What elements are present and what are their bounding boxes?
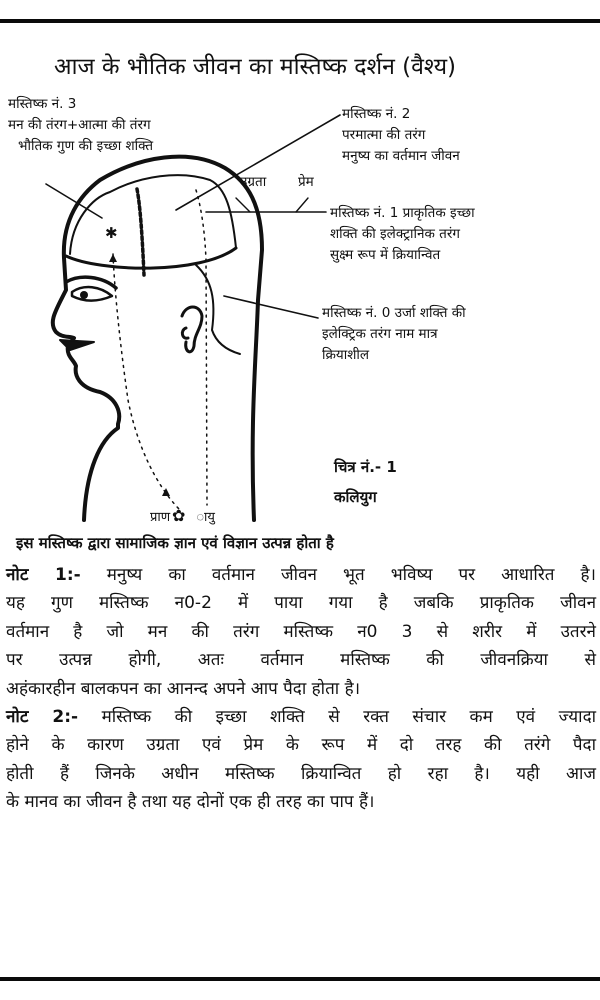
- notes: [6, 561, 596, 817]
- note-2-line-4: के मानव का जीवन है तथा यह दोनों एक ही तरह का पाप हैं।: [6, 792, 375, 813]
- note-2-line-1: नोट 2:- मस्तिष्क की इच्छा शक्ति से रक्त संचार कम एवं ज्यादा: [6, 707, 596, 728]
- note-1-line-4: पर उत्पन्न होगी, अतः वर्तमान मस्तिष्क की जीवनक्रिया से: [6, 650, 596, 671]
- flower-icon: ✿: [172, 506, 186, 525]
- note-1-line-2: यह गुण मस्तिष्क न0-2 में पाया गया है जबकि प्राकृतिक जीवन: [6, 593, 596, 614]
- label-prem: प्रेम: [298, 174, 314, 190]
- figure-caption: [334, 452, 397, 512]
- label-ugrata: उग्रता: [240, 174, 267, 190]
- note-1-line-1: नोट 1:- मनुष्य का वर्तमान जीवन भूत भविष्य पर आधारित है।: [6, 565, 596, 585]
- note-2-line-3: होती हैं जिनके अधीन मस्तिष्क क्रियान्वित हो रहा है। यही आज: [6, 763, 596, 784]
- note-2-line-2: होने के कारण उग्रता एवं प्रेम के रूप में दो तरह की तरंगे पैदा: [6, 735, 596, 756]
- note-1-line-3: वर्तमान है जो मन की तरंग मस्तिष्क न0 3 से शरीर में उतरने: [6, 621, 596, 642]
- figure-era: कलियुग: [334, 488, 377, 506]
- page-title: आज के भौतिक जीवन का मस्तिष्क दर्शन (वैश्य): [54, 54, 457, 80]
- note-2-label: नोट 2:-: [6, 707, 79, 728]
- label-brain-1: मस्तिष्क नं. 1 प्राकृतिक इच्छा शक्ति की इलेक्ट्रानिक तरंग सुक्ष्म रूप में क्रियान्वित: [330, 205, 475, 263]
- label-brain-3: मस्तिष्क नं. 3 मन की तंरग+आत्मा की तंरग भौतिक गुण की इच्छा शक्ति: [8, 96, 154, 154]
- note-1-line-5: अहंकारहीन बालकपन का आनन्द अपने आप पैदा होता है।: [6, 678, 361, 699]
- subheading: इस मस्तिष्क द्वारा सामाजिक ज्ञान एवं विज्ञान उत्पन्न होता है: [16, 534, 334, 552]
- figure-number: चित्र नं.- 1: [334, 458, 397, 476]
- label-prana-vayu: प्राण ायु: [150, 510, 215, 525]
- note-1-label: नोट 1:-: [6, 565, 81, 585]
- label-brain-0: मस्तिष्क नं. 0 उर्जा शक्ति की इलेक्ट्रिक तरंग नाम मात्र क्रियाशील: [322, 305, 466, 363]
- star-icon: ✱: [105, 224, 118, 242]
- bottom-rule: [0, 977, 600, 981]
- ear: [182, 307, 202, 352]
- label-brain-2: मस्तिष्क नं. 2 परमात्मा की तरंग मनुष्य का वर्तमान जीवन: [342, 106, 460, 164]
